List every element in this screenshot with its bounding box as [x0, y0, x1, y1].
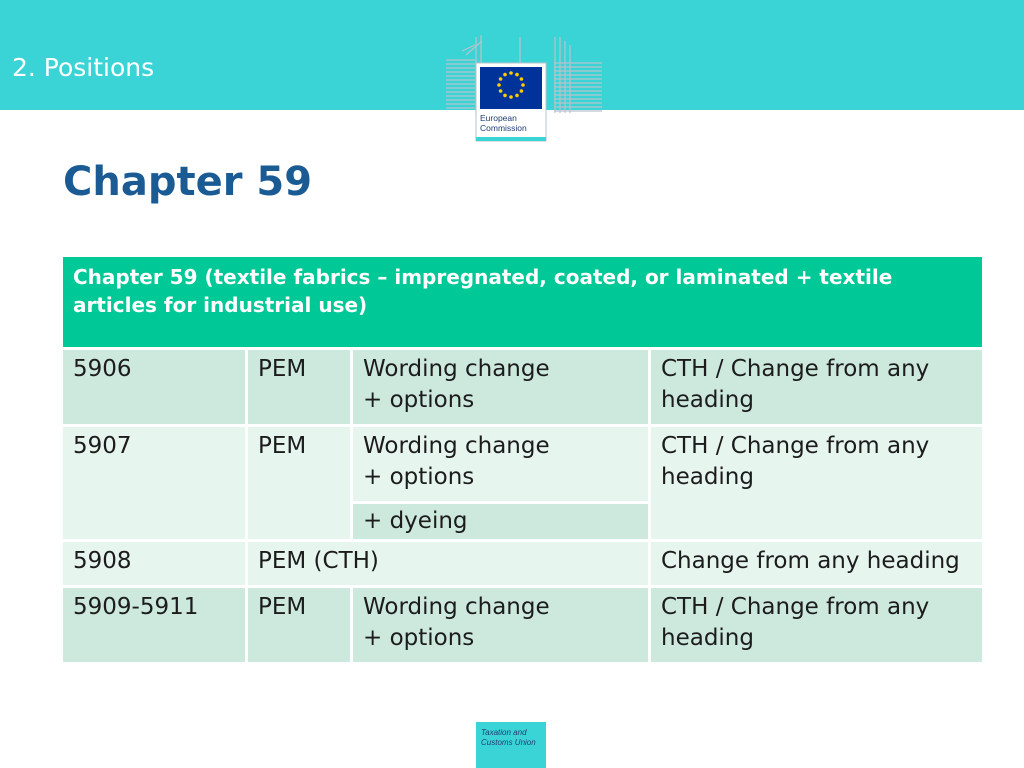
- rule-cell: PEM (CTH): [247, 541, 650, 587]
- change-cell: [352, 426, 650, 503]
- change-line: Wording change: [363, 594, 550, 620]
- table-row: [62, 541, 984, 587]
- change-line: + options: [363, 625, 475, 651]
- extra-change-cell: + dyeing: [352, 503, 650, 541]
- page-title: Chapter 59: [63, 159, 313, 205]
- rules-table: [60, 254, 985, 665]
- criterion-cell: CTH / Change from any heading: [650, 426, 984, 541]
- taxation-customs-union-logo: [476, 722, 546, 768]
- change-cell: [352, 587, 650, 664]
- table-row: [62, 349, 984, 426]
- table-row: [62, 426, 984, 503]
- logo-line-2: Commission: [480, 123, 527, 133]
- rule-cell: PEM: [247, 426, 352, 541]
- table-row: [62, 587, 984, 664]
- change-cell: [352, 349, 650, 426]
- change-line: Wording change: [363, 433, 550, 459]
- tcu-line-1: Taxation and: [481, 728, 527, 737]
- tcu-line-2: Customs Union: [481, 738, 536, 747]
- rule-cell: PEM: [247, 587, 352, 664]
- logo-line-1: European: [480, 113, 517, 123]
- code-cell: 5908: [62, 541, 247, 587]
- table-heading: Chapter 59 (textile fabrics – impregnated, coated, or laminated + textile articles for industrial use): [62, 256, 984, 349]
- criterion-cell: Change from any heading: [650, 541, 984, 587]
- code-cell: 5907: [62, 426, 247, 541]
- change-line: Wording change: [363, 356, 550, 382]
- table-header-row: [62, 256, 984, 349]
- criterion-cell: CTH / Change from any heading: [650, 349, 984, 426]
- tcu-caption: [481, 728, 545, 748]
- change-line: + options: [363, 464, 475, 490]
- code-cell: 5909-5911: [62, 587, 247, 664]
- rule-cell: PEM: [247, 349, 352, 426]
- european-commission-logo: [442, 33, 604, 145]
- section-label: 2. Positions: [12, 53, 155, 82]
- code-cell: 5906: [62, 349, 247, 426]
- change-line: + options: [363, 387, 475, 413]
- criterion-cell: CTH / Change from any heading: [650, 587, 984, 664]
- logo-caption: [480, 113, 546, 133]
